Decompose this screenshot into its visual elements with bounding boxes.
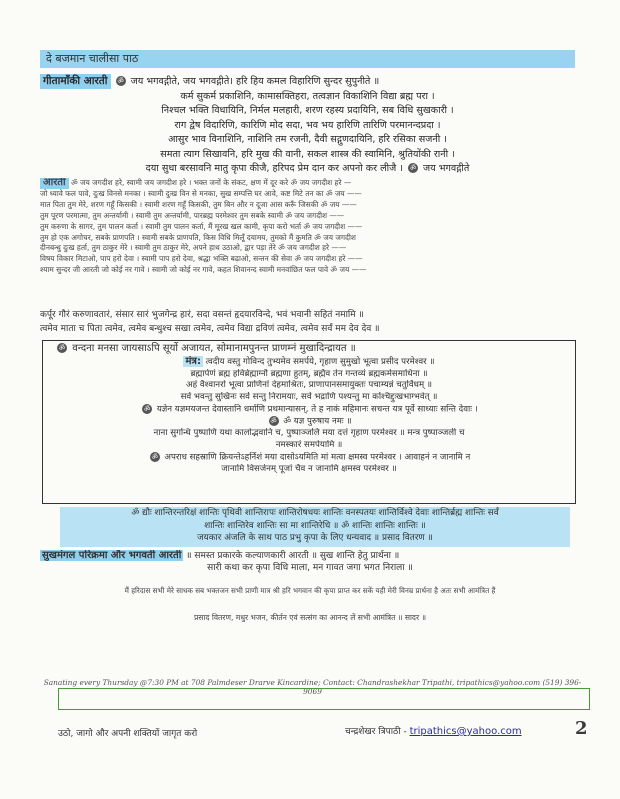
sukhmani-first-line — [40, 550, 580, 562]
stotra-lead-text: वन्दना मनसा जायसाऽपि सूर्यो अजायत, सोमानामपुनन्त प्राणम्नं मुखादिन्द्रायत ॥ — [72, 343, 356, 354]
stotra-line — [43, 416, 575, 428]
stotra-box — [42, 340, 576, 504]
shanti-line: जयकार अंजलि के साथ पाठ प्रभु कृपा के लिए धन्यवाद ॥ प्रसाद वितरण ॥ — [197, 533, 433, 543]
empty-green-box — [58, 688, 590, 710]
author-name: चन्द्रशेखर त्रिपाठी - — [345, 727, 407, 737]
aarti-line: विषय विकार मिटाओ, पाप हरो देवा । स्वामी पाप हरो देवा, श्रद्धा भक्ति बढ़ाओ, सन्तन की सेवा ॐ जय जगदीश हरे —— — [40, 254, 363, 264]
om-icon: ॐ — [143, 404, 151, 413]
motto-text: उठो, जागो और अपनी शक्तियों जागृत करो — [58, 729, 198, 739]
stotra-line: जानामि विसर्जनम् पूजां चैव न जानामि क्षमस्व परमेश्वर ॥ — [221, 463, 397, 474]
gita-aarti-line1: जय भगवद्गीते, जय भगवद्गीते। हरि हिय कमल विहारिणि सुन्दर सुपुनीते ॥ — [130, 76, 380, 87]
stotra-line: नमस्कारं समर्पयामि ॥ — [275, 439, 343, 450]
stotra-line: ब्रह्मार्पणं ब्रह्म हविर्ब्रह्माग्नौ ब्रह्मणा हुतम्, ब्रह्मैव तेन गन्तव्यं ब्रह्मकर्मसमाधिना ॥ — [190, 368, 428, 379]
om-icon: ॐ — [409, 164, 417, 172]
gita-aarti-line: राग द्वेष विदारिणि, कारिणि मोद सदा, भव भय हारिणि तारिणि परमानन्दप्रदा । — [174, 119, 441, 131]
mantra-paragraph — [40, 308, 580, 336]
stotra-line — [43, 452, 575, 464]
stotra-lead — [43, 341, 575, 356]
aarti-section — [40, 178, 575, 296]
shanti-line: ॐ द्यौः शान्तिरन्तरिक्षं शान्तिः पृथिवी शान्तिरापः शान्तिरोषधयः शान्तिः वनस्पतयः शान्तिर्विश्वे देवाः शान्तिर्ब्रह्म शान्तिः सर्वं — [131, 508, 499, 518]
gita-aarti-line: आसुर भाव विनाशिनि, नाशिनि तम रजनी, दैवी सद्गुणदायिनि, हरि रसिका सजनी । — [168, 134, 447, 145]
stotra-line-text: ॐ यज्ञ पुरुषाय नमः ॥ — [283, 416, 352, 427]
schedule-info: Sanating every Thursday @7:30 PM at 708 Palmdeser Drarve Kincardine; Contact: Chandrashekhar Tripathi, tripathics@yahoo.com (519) 396-9069 — [43, 678, 582, 696]
om-icon: ॐ — [270, 417, 277, 426]
aarti-line: मात पिता तुम मेरे, शरण गहूँ किसकी । स्वामी शरण गहूँ किसकी, तुम बिन और न दूजा आस करूँ जिसकी ॐ जय —— — [40, 199, 357, 209]
gita-aarti-tail: जय भगवद्गीते — [423, 163, 470, 174]
sukhmani-tail: ॥ समस्त प्रकारके कल्याणकारी आरती ॥ सुख शान्ति हेतु प्रार्थना ॥ — [186, 551, 400, 561]
om-icon: ॐ — [117, 77, 124, 85]
aarti-line: तुम हो एक अगोचर, सबके प्राणपति । स्वामी सबके प्राणपति, किस विधि मिलूँ दयामय, तुमको मैं कुमति ॐ जय जगदीश — [40, 232, 356, 242]
gita-aarti-line: कर्म सुकर्म प्रकाशिनि, कामासक्तिहरा, तत्वज्ञान विकाशिनि विद्या ब्रह्म परा । — [180, 90, 435, 102]
om-icon: ॐ — [151, 452, 158, 461]
invitation-note: मैं हरिदास सभी मेरे साधक सब भक्तजन सभी प्राणी मात्र श्री हरि भगवान की कृपा प्राप्त कर सकें यही मेरी विनम्र प्रार्थना है अतः सभी आमंत्रित हैं — [124, 586, 496, 595]
gita-aarti-line: दया सुधा बरसावनि मातु कृपा कीजै, हरिपद प्रेम दान कर अपनो कर लीजै । — [145, 163, 403, 174]
aarti-line: तुम पूरण परमात्मा, तुम अन्तर्यामी । स्वामी तुम अन्तर्यामी, पारब्रह्म परमेश्वर तुम सबके स्वामी ॐ जय जगदीश —— — [40, 210, 345, 220]
prasad-note: प्रसाद वितरण, मधुर भजन, कीर्तन एवं सत्संग का आनन्द लें सभी आमंत्रित ॥ सादर ॥ — [193, 613, 427, 622]
gita-aarti-title: गीतामाँकी आरती — [40, 74, 111, 89]
sukhmani-section — [40, 550, 580, 574]
mantra-line: त्वमेव माता च पिता त्वमेव, त्वमेव बन्धुश्च सखा त्वमेव, त्वमेव विद्या द्रविणं त्वमेव, त्वमेव सर्वं मम देव देव ॥ — [40, 324, 380, 334]
shanti-line: शान्तिः शान्तिरेव शान्तिः सा मा शान्तिरेधि ॥ ॐ शान्तिः शान्तिः शान्तिः ॥ — [204, 520, 426, 531]
stotra-line: नाना सुगन्धि पुष्पाणि यथा कालोद्भवानि च, पुष्पाञ्जलि मया दत्तं गृहाण परमेश्वर ॥ मन्त्र पुष्पाञ्जली च — [153, 428, 465, 439]
stotra-title-line — [43, 356, 575, 369]
aarti-line: जो ध्यावे फल पावे, दुःख विनसे मनका । स्वामी दुःख विन से मनका, सुख सम्पत्ति घर आवे, कष्ट मिटे तन का ॐ जय —— — [40, 188, 362, 198]
gita-aarti-section — [40, 74, 575, 179]
stotra-line-text: यज्ञेन यज्ञमयजन्त देवास्तानि धर्माणि प्रथमान्यासन्, ते ह नाकं महिमानः सचन्त यत्र पूर्वे साध्याः सन्ति देवाः । — [156, 404, 478, 415]
gita-aarti-line: समता त्याग सिखावनि, हरि मुख की वानी, सकल शास्त्र की स्वामिनि, श्रुतियोंकी रानी । — [160, 148, 455, 160]
stotra-title: मंत्र: — [185, 356, 201, 367]
author-line — [345, 724, 522, 737]
shanti-path-section — [60, 507, 570, 547]
stotra-line: अहं वैश्वानरो भूत्वा प्राणिनां देहमाश्रितः, प्राणापानसमायुक्तः पचाम्यन्नं चतुर्विधम् ॥ — [186, 380, 432, 391]
sukhmani-line: सारी कथा कर कृपा विधि माला, मन गावत जगा भगत निराला ॥ — [207, 563, 413, 573]
gita-aarti-line: निश्चल भक्ति विधायिनि, निर्मल मलहारी, शरण रहस्य प्रदायिनि, सब विधि सुखकारी । — [161, 105, 454, 116]
gita-aarti-last-line — [40, 162, 575, 177]
aarti-line: तुम करुणा के सागर, तुम पालन कर्ता । स्वामी तुम पालन कर्ता, मैं मूरख खल कामी, कृपा करो भर्ता ॐ जय जगदीश —— — [40, 221, 363, 231]
header-title: दे बजमान चालीसा पाठ — [40, 50, 575, 68]
page-number: 2 — [575, 718, 588, 739]
stotra-line-text: अपराध सहस्राणि क्रियन्तेऽहर्निशं मया दासोऽयमिति मां मत्वा क्षमस्व परमेश्वर । आवाहनं न जानामि न — [164, 452, 471, 463]
mantra-line: कर्पूर गौरं करुणावतारं, संसार सारं भुजगेन्द्र हारं, सदा वसन्तं हृदयारविन्दे, भवं भवानी सहितं नमामि ॥ — [40, 310, 364, 320]
sukhmani-title: सुखमंगल परिक्रमा और भगवती आरती — [42, 550, 182, 561]
stotra-line1: त्वदीय वस्तु गोविन्द तुभ्यमेव समर्पये, गृहाण सुमुखो भूत्वा प्रसीद परमेश्वर ॥ — [205, 357, 435, 367]
om-icon: ॐ — [58, 344, 66, 352]
aarti-line: दीनबन्धु दुःख हर्ता, तुम ठाकुर मेरे । स्वामी तुम ठाकुर मेरे, अपने हाथ उठाओ, द्वार पड़ा तेरे ॐ जय जगदीश हरे —— — [40, 243, 347, 253]
author-email-link[interactable]: tripathics@yahoo.com — [409, 726, 522, 737]
aarti-first-line — [40, 178, 575, 189]
stotra-line: सर्वे भवन्तु सुखिनः सर्वे सन्तु निरामयाः, सर्वे भद्राणि पश्यन्तु मा कश्चिद्दुःखभाग्भवेत् ॥ — [180, 392, 438, 403]
stotra-line — [43, 404, 575, 416]
aarti-title: आरती — [40, 178, 69, 189]
aarti-line1: ॐ जय जगदीश हरे, स्वामी जय जगदीश हरे । भक्त जनों के संकट, क्षण में दूर करे ॐ जय जगदीश हरे — — [70, 178, 352, 187]
gita-aarti-first-line — [40, 74, 575, 90]
aarti-line: श्याम सुन्दर जी आरती जो कोई नर गावे । स्वामी जो कोई नर गावे, कहत शिवानन्द स्वामी मनवांछित फल पावे ॐ जय —— — [40, 265, 367, 275]
